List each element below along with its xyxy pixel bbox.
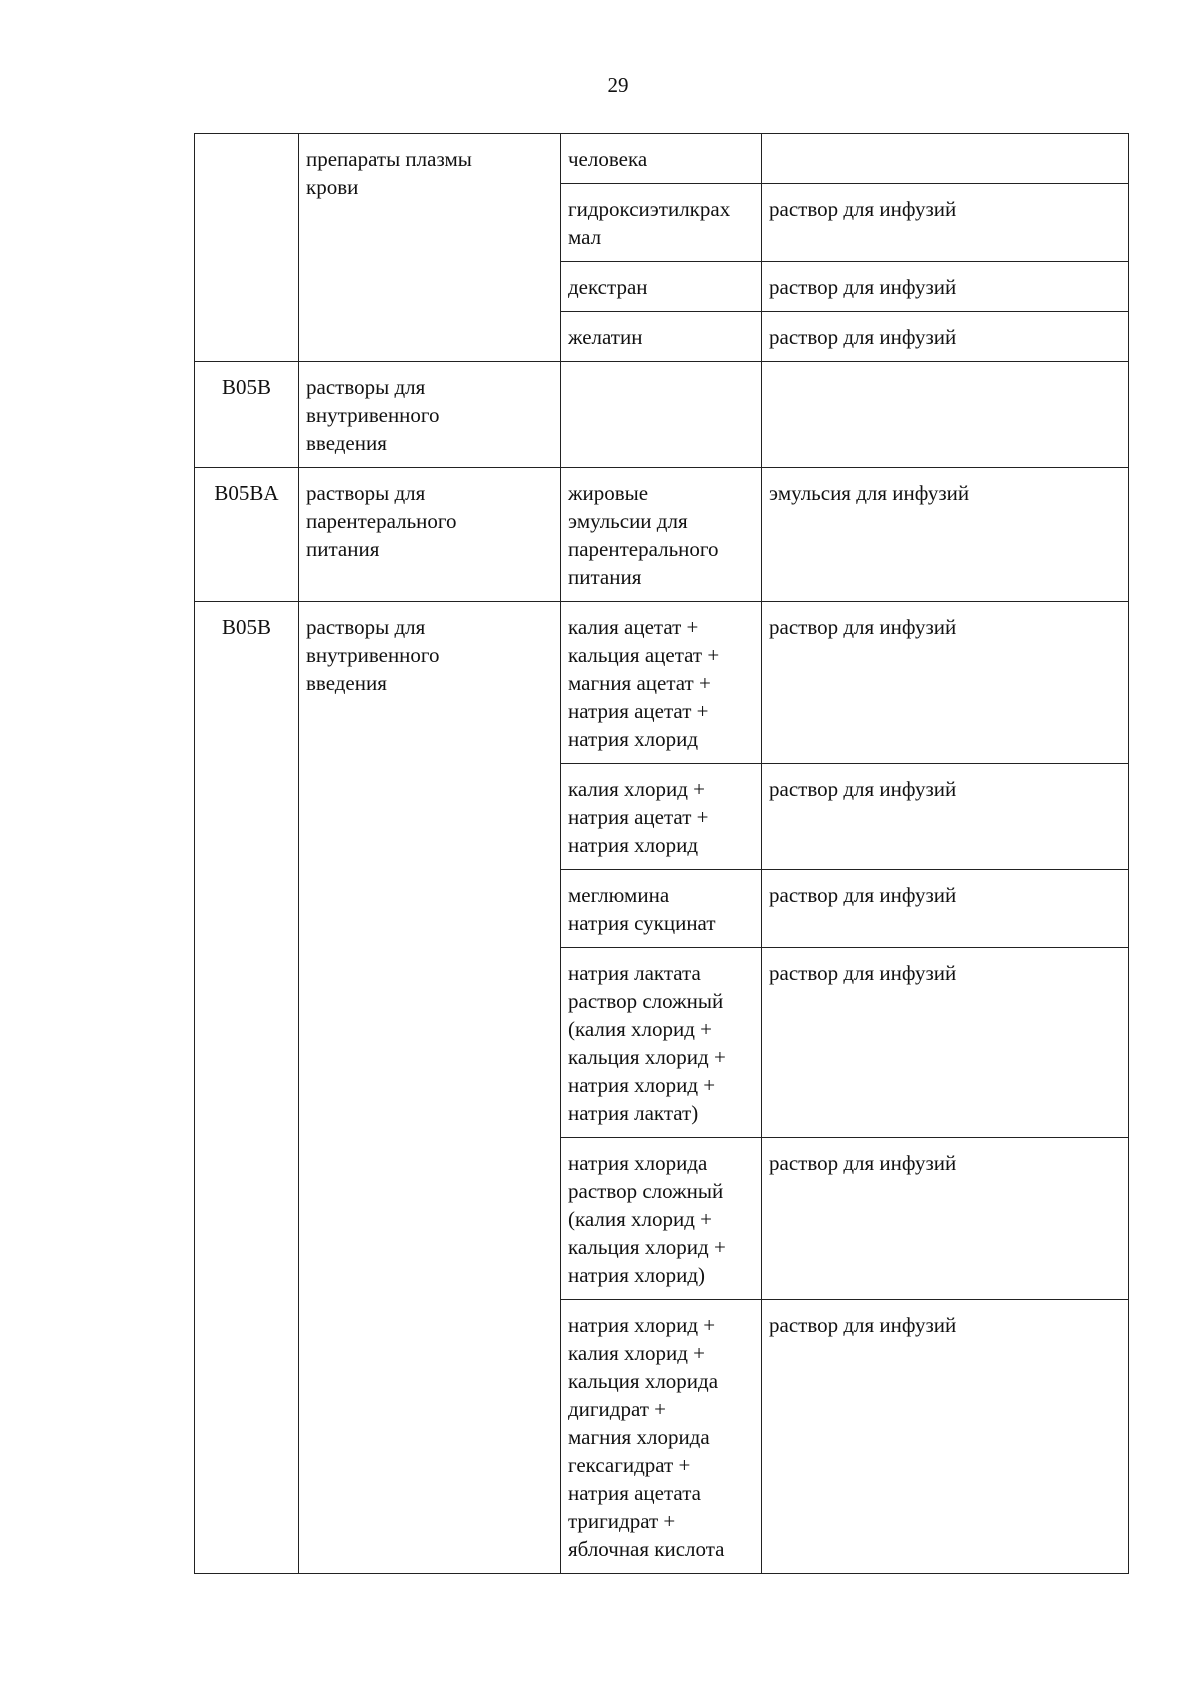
substance-cell: калия хлорид + натрия ацетат + натрия хлорид: [561, 764, 762, 870]
dosage-form-cell: раствор для инфузий: [762, 1138, 1129, 1300]
table-row: [195, 468, 1129, 602]
page-number: 29: [607, 73, 629, 97]
substance-cell: декстран: [561, 262, 762, 312]
substance-cell: калия ацетат + кальция ацетат + магния ацетат + натрия ацетат + натрия хлорид: [561, 602, 762, 764]
dosage-form-cell: раствор для инфузий: [762, 312, 1129, 362]
dosage-form-cell: раствор для инфузий: [762, 184, 1129, 262]
atc-code-cell: B05B: [195, 602, 299, 1574]
group-cell: растворы для внутривенного введения: [299, 602, 561, 1574]
substance-cell: желатин: [561, 312, 762, 362]
dosage-form-cell: раствор для инфузий: [762, 602, 1129, 764]
dosage-form-cell: [762, 134, 1129, 184]
atc-code-cell: B05BA: [195, 468, 299, 602]
group-cell: препараты плазмы крови: [299, 134, 561, 362]
dosage-form-cell: [762, 362, 1129, 468]
substance-cell: гидроксиэтилкрах мал: [561, 184, 762, 262]
atc-code-cell: B05B: [195, 362, 299, 468]
substance-cell: человека: [561, 134, 762, 184]
substance-cell: жировые эмульсии для парентерального питания: [561, 468, 762, 602]
dosage-form-cell: раствор для инфузий: [762, 1300, 1129, 1574]
substance-cell: натрия хлорид + калия хлорид + кальция хлорида дигидрат + магния хлорида гексагидрат + натрия ацетата тригидрат + яблочная кислота: [561, 1300, 762, 1574]
table-row: [195, 602, 1129, 764]
substance-cell: натрия хлорида раствор сложный (калия хлорид + кальция хлорид + натрия хлорид): [561, 1138, 762, 1300]
dosage-form-cell: раствор для инфузий: [762, 262, 1129, 312]
drug-table: [194, 133, 1129, 1574]
dosage-form-cell: раствор для инфузий: [762, 764, 1129, 870]
group-cell: растворы для парентерального питания: [299, 468, 561, 602]
substance-cell: натрия лактата раствор сложный (калия хлорид + кальция хлорид + натрия хлорид + натрия лактат): [561, 948, 762, 1138]
table-row: [195, 134, 1129, 184]
atc-code-cell: [195, 134, 299, 362]
substance-cell: меглюмина натрия сукцинат: [561, 870, 762, 948]
dosage-form-cell: раствор для инфузий: [762, 948, 1129, 1138]
group-cell: растворы для внутривенного введения: [299, 362, 561, 468]
table-row: [195, 362, 1129, 468]
dosage-form-cell: эмульсия для инфузий: [762, 468, 1129, 602]
dosage-form-cell: раствор для инфузий: [762, 870, 1129, 948]
substance-cell: [561, 362, 762, 468]
